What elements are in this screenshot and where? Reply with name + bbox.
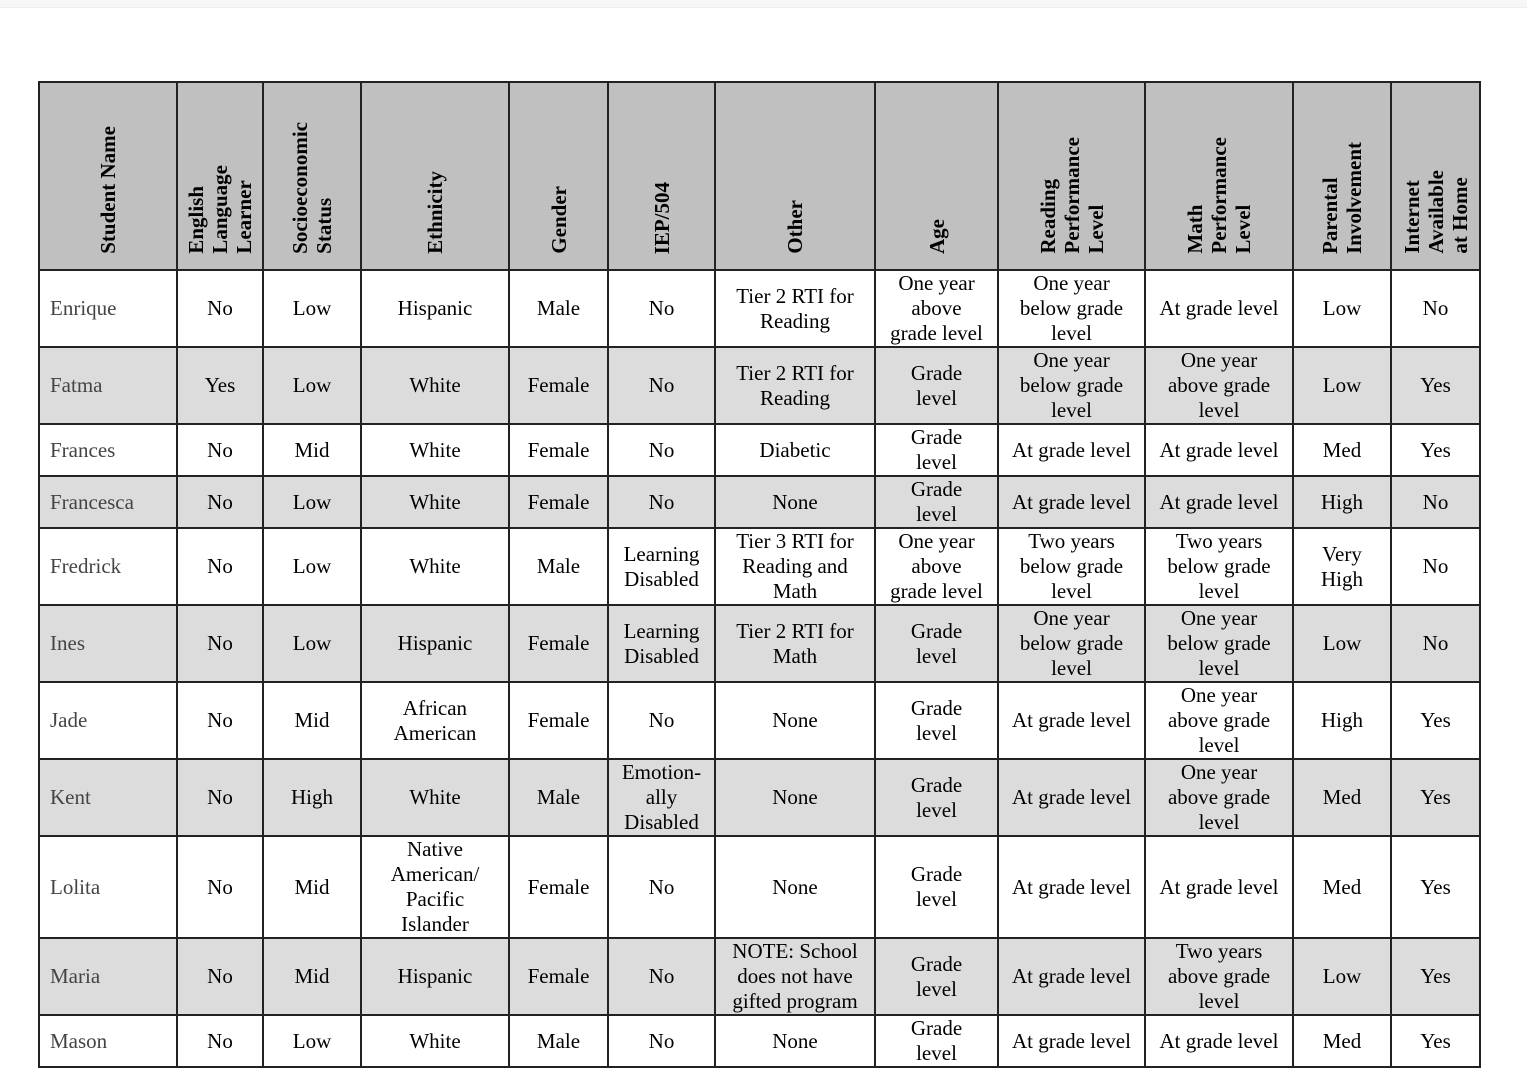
col-header-reading-performance-level: Reading Performance Level (998, 82, 1145, 270)
cell-gender: Female (509, 938, 608, 1015)
cell-math-performance-level: One year above grade level (1145, 759, 1293, 836)
cell-english-language-learner: No (177, 270, 263, 347)
cell-ethnicity: Hispanic (361, 605, 509, 682)
cell-gender: Male (509, 270, 608, 347)
cell-age: Grade level (875, 759, 998, 836)
cell-internet-available-at-home: Yes (1391, 1015, 1480, 1067)
cell-reading-performance-level: At grade level (998, 1015, 1145, 1067)
cell-age: One year above grade level (875, 528, 998, 605)
table-row (39, 270, 1480, 347)
cell-student-name: Francesca (39, 476, 177, 528)
cell-iep-504: Learning Disabled (608, 528, 715, 605)
cell-ethnicity: Native American/ Pacific Islander (361, 836, 509, 938)
cell-ethnicity: African American (361, 682, 509, 759)
cell-parental-involvement: Low (1293, 938, 1391, 1015)
cell-iep-504: Learning Disabled (608, 605, 715, 682)
cell-socioeconomic-status: Mid (263, 424, 361, 476)
table-row (39, 836, 1480, 938)
cell-reading-performance-level: One year below grade level (998, 270, 1145, 347)
cell-parental-involvement: High (1293, 476, 1391, 528)
cell-age: Grade level (875, 424, 998, 476)
cell-internet-available-at-home: No (1391, 476, 1480, 528)
cell-ethnicity: White (361, 1015, 509, 1067)
cell-other: Diabetic (715, 424, 875, 476)
cell-other: None (715, 759, 875, 836)
col-header-socioeconomic-status: Socioeconomic Status (263, 82, 361, 270)
cell-english-language-learner: No (177, 759, 263, 836)
cell-student-name: Kent (39, 759, 177, 836)
col-header-ethnicity: Ethnicity (361, 82, 509, 270)
cell-student-name: Lolita (39, 836, 177, 938)
cell-internet-available-at-home: No (1391, 270, 1480, 347)
header-row (39, 82, 1480, 270)
cell-parental-involvement: Low (1293, 347, 1391, 424)
cell-math-performance-level: Two years above grade level (1145, 938, 1293, 1015)
table-row (39, 1015, 1480, 1067)
cell-reading-performance-level: At grade level (998, 476, 1145, 528)
cell-other: Tier 3 RTI for Reading and Math (715, 528, 875, 605)
cell-math-performance-level: One year below grade level (1145, 605, 1293, 682)
cell-ethnicity: White (361, 424, 509, 476)
cell-socioeconomic-status: Mid (263, 682, 361, 759)
cell-ethnicity: Hispanic (361, 270, 509, 347)
cell-iep-504: No (608, 938, 715, 1015)
cell-math-performance-level: At grade level (1145, 270, 1293, 347)
cell-english-language-learner: Yes (177, 347, 263, 424)
cell-parental-involvement: Low (1293, 270, 1391, 347)
cell-age: Grade level (875, 1015, 998, 1067)
cell-socioeconomic-status: Low (263, 528, 361, 605)
col-header-age: Age (875, 82, 998, 270)
col-header-gender: Gender (509, 82, 608, 270)
cell-math-performance-level: One year above grade level (1145, 347, 1293, 424)
cell-iep-504: Emotion- ally Disabled (608, 759, 715, 836)
cell-student-name: Enrique (39, 270, 177, 347)
cell-internet-available-at-home: Yes (1391, 424, 1480, 476)
cell-iep-504: No (608, 424, 715, 476)
cell-student-name: Mason (39, 1015, 177, 1067)
table-row (39, 528, 1480, 605)
cell-english-language-learner: No (177, 836, 263, 938)
cell-parental-involvement: Very High (1293, 528, 1391, 605)
table-row (39, 476, 1480, 528)
cell-math-performance-level: At grade level (1145, 836, 1293, 938)
cell-other: Tier 2 RTI for Reading (715, 347, 875, 424)
cell-english-language-learner: No (177, 1015, 263, 1067)
cell-english-language-learner: No (177, 938, 263, 1015)
cell-age: Grade level (875, 605, 998, 682)
cell-internet-available-at-home: No (1391, 605, 1480, 682)
cell-reading-performance-level: Two years below grade level (998, 528, 1145, 605)
cell-parental-involvement: Med (1293, 1015, 1391, 1067)
cell-socioeconomic-status: High (263, 759, 361, 836)
col-header-student-name: Student Name (39, 82, 177, 270)
cell-socioeconomic-status: Mid (263, 938, 361, 1015)
cell-internet-available-at-home: Yes (1391, 682, 1480, 759)
table-row (39, 605, 1480, 682)
cell-gender: Female (509, 347, 608, 424)
cell-reading-performance-level: At grade level (998, 424, 1145, 476)
cell-english-language-learner: No (177, 424, 263, 476)
cell-math-performance-level: At grade level (1145, 424, 1293, 476)
cell-math-performance-level: At grade level (1145, 1015, 1293, 1067)
cell-iep-504: No (608, 1015, 715, 1067)
col-header-other: Other (715, 82, 875, 270)
cell-parental-involvement: High (1293, 682, 1391, 759)
cell-gender: Female (509, 682, 608, 759)
cell-ethnicity: White (361, 476, 509, 528)
cell-socioeconomic-status: Low (263, 605, 361, 682)
cell-socioeconomic-status: Low (263, 1015, 361, 1067)
cell-reading-performance-level: One year below grade level (998, 347, 1145, 424)
cell-reading-performance-level: At grade level (998, 682, 1145, 759)
cell-math-performance-level: At grade level (1145, 476, 1293, 528)
cell-internet-available-at-home: Yes (1391, 836, 1480, 938)
table-body (39, 270, 1480, 1067)
cell-math-performance-level: Two years below grade level (1145, 528, 1293, 605)
student-roster-table (38, 81, 1481, 1068)
cell-gender: Female (509, 476, 608, 528)
cell-iep-504: No (608, 836, 715, 938)
cell-other: None (715, 836, 875, 938)
cell-student-name: Ines (39, 605, 177, 682)
table-row (39, 424, 1480, 476)
cell-other: None (715, 1015, 875, 1067)
col-header-internet-available-at-home: Internet Available at Home (1391, 82, 1480, 270)
cell-gender: Male (509, 1015, 608, 1067)
cell-age: Grade level (875, 682, 998, 759)
cell-student-name: Maria (39, 938, 177, 1015)
cell-iep-504: No (608, 270, 715, 347)
table-row (39, 682, 1480, 759)
cell-gender: Female (509, 836, 608, 938)
table-row (39, 938, 1480, 1015)
cell-age: Grade level (875, 476, 998, 528)
cell-gender: Female (509, 605, 608, 682)
cell-iep-504: No (608, 682, 715, 759)
cell-english-language-learner: No (177, 682, 263, 759)
cell-socioeconomic-status: Low (263, 476, 361, 528)
cell-other: Tier 2 RTI for Math (715, 605, 875, 682)
page-top-strip (0, 0, 1527, 8)
cell-other: Tier 2 RTI for Reading (715, 270, 875, 347)
cell-ethnicity: White (361, 347, 509, 424)
cell-math-performance-level: One year above grade level (1145, 682, 1293, 759)
cell-age: Grade level (875, 836, 998, 938)
cell-ethnicity: Hispanic (361, 938, 509, 1015)
table-row (39, 759, 1480, 836)
cell-other: None (715, 476, 875, 528)
col-header-english-language-learner: English Language Learner (177, 82, 263, 270)
cell-iep-504: No (608, 347, 715, 424)
cell-other: NOTE: School does not have gifted program (715, 938, 875, 1015)
cell-student-name: Jade (39, 682, 177, 759)
cell-student-name: Frances (39, 424, 177, 476)
col-header-parental-involvement: Parental Involvement (1293, 82, 1391, 270)
cell-english-language-learner: No (177, 605, 263, 682)
cell-age: Grade level (875, 347, 998, 424)
cell-iep-504: No (608, 476, 715, 528)
cell-gender: Male (509, 759, 608, 836)
cell-internet-available-at-home: No (1391, 528, 1480, 605)
cell-reading-performance-level: At grade level (998, 836, 1145, 938)
cell-gender: Male (509, 528, 608, 605)
cell-reading-performance-level: At grade level (998, 938, 1145, 1015)
cell-socioeconomic-status: Low (263, 270, 361, 347)
cell-socioeconomic-status: Low (263, 347, 361, 424)
cell-age: Grade level (875, 938, 998, 1015)
cell-internet-available-at-home: Yes (1391, 759, 1480, 836)
cell-english-language-learner: No (177, 476, 263, 528)
cell-reading-performance-level: At grade level (998, 759, 1145, 836)
cell-parental-involvement: Med (1293, 424, 1391, 476)
cell-reading-performance-level: One year below grade level (998, 605, 1145, 682)
cell-ethnicity: White (361, 528, 509, 605)
cell-age: One year above grade level (875, 270, 998, 347)
cell-parental-involvement: Med (1293, 836, 1391, 938)
cell-student-name: Fredrick (39, 528, 177, 605)
cell-internet-available-at-home: Yes (1391, 347, 1480, 424)
cell-parental-involvement: Med (1293, 759, 1391, 836)
col-header-math-performance-level: Math Performance Level (1145, 82, 1293, 270)
cell-student-name: Fatma (39, 347, 177, 424)
cell-other: None (715, 682, 875, 759)
cell-english-language-learner: No (177, 528, 263, 605)
cell-parental-involvement: Low (1293, 605, 1391, 682)
cell-gender: Female (509, 424, 608, 476)
cell-ethnicity: White (361, 759, 509, 836)
cell-socioeconomic-status: Mid (263, 836, 361, 938)
col-header-iep-504: IEP/504 (608, 82, 715, 270)
table-row (39, 347, 1480, 424)
cell-internet-available-at-home: Yes (1391, 938, 1480, 1015)
